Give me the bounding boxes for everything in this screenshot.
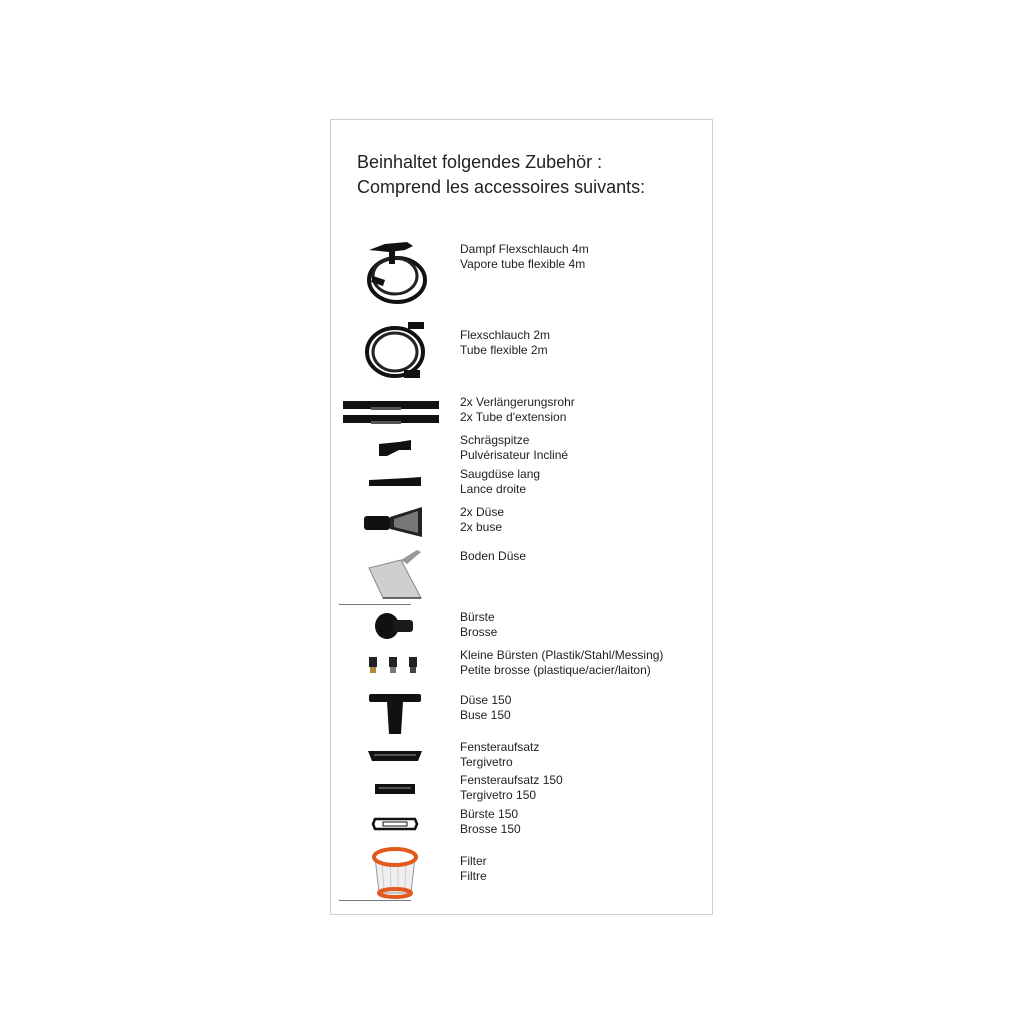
list-item xyxy=(331,392,714,428)
list-item xyxy=(331,740,714,772)
heading-german: Beinhaltet folgendes Zubehör : xyxy=(357,152,603,172)
small-brushes-icon xyxy=(339,647,451,683)
item-label-de: Boden Düse xyxy=(460,549,527,563)
item-label-fr: Tube flexible 2m xyxy=(460,343,548,357)
item-label-fr: Filtre xyxy=(460,869,487,883)
angled-nozzle-icon xyxy=(339,432,451,464)
item-label-de: 2x Verlängerungsrohr xyxy=(460,395,575,409)
item-label-fr: 2x Tube d'extension xyxy=(460,410,567,424)
item-label-fr: Tergivetro 150 xyxy=(460,788,537,802)
nozzle-icon xyxy=(339,502,451,542)
list-item xyxy=(331,772,714,806)
list-item xyxy=(331,844,714,900)
item-label-fr: Petite brosse (plastique/acier/laiton) xyxy=(460,663,651,677)
item-label-de: Bürste 150 xyxy=(460,807,519,821)
list-item xyxy=(331,807,714,841)
t-nozzle-icon xyxy=(339,690,451,738)
item-label-fr: Pulvérisateur Incliné xyxy=(460,448,569,462)
accessories-card xyxy=(330,119,713,915)
item-label-fr: Vapore tube flexible 4m xyxy=(460,257,586,271)
item-label-de: Schrägspitze xyxy=(460,433,530,447)
long-nozzle-icon xyxy=(339,466,451,498)
item-label-fr: 2x buse xyxy=(460,520,503,534)
item-label-fr: Lance droite xyxy=(460,482,527,496)
item-label-fr: Buse 150 xyxy=(460,708,511,722)
item-label-de: Fensteraufsatz xyxy=(460,740,540,754)
item-label-de: Kleine Bürsten (Plastik/Stahl/Messing) xyxy=(460,648,664,662)
brush-150-icon xyxy=(339,807,451,841)
item-label-de: Fensteraufsatz 150 xyxy=(460,773,563,787)
list-item xyxy=(331,502,714,542)
extension-tube-icon xyxy=(341,392,441,428)
brush-icon xyxy=(339,608,451,644)
filter-icon xyxy=(339,844,451,900)
item-label-de: Düse 150 xyxy=(460,693,512,707)
list-item xyxy=(331,546,714,602)
window-attachment-icon xyxy=(339,740,451,772)
list-item xyxy=(331,432,714,464)
item-label-fr: Brosse 150 xyxy=(460,822,521,836)
list-item xyxy=(331,647,714,683)
list-item xyxy=(331,608,714,644)
heading xyxy=(357,150,645,200)
item-label-de: Dampf Flexschlauch 4m xyxy=(460,242,589,256)
list-item xyxy=(331,318,714,388)
item-label-de: Bürste xyxy=(460,610,495,624)
item-label-de: Flexschlauch 2m xyxy=(460,328,551,342)
list-item xyxy=(331,690,714,738)
section-divider xyxy=(339,604,411,605)
item-label-de: 2x Düse xyxy=(460,505,505,519)
steam-hose-icon xyxy=(339,232,451,312)
item-label-de: Saugdüse lang xyxy=(460,467,541,481)
item-label-fr: Brosse xyxy=(460,625,498,639)
floor-nozzle-icon xyxy=(339,546,451,602)
section-divider xyxy=(339,900,411,901)
item-label-de: Filter xyxy=(460,854,487,868)
item-label-fr: Tergivetro xyxy=(460,755,513,769)
heading-french: Comprend les accessoires suivants: xyxy=(357,177,646,197)
window-attachment-150-icon xyxy=(339,772,451,806)
flex-hose-icon xyxy=(339,318,451,388)
list-item xyxy=(331,466,714,498)
list-item xyxy=(331,232,714,312)
